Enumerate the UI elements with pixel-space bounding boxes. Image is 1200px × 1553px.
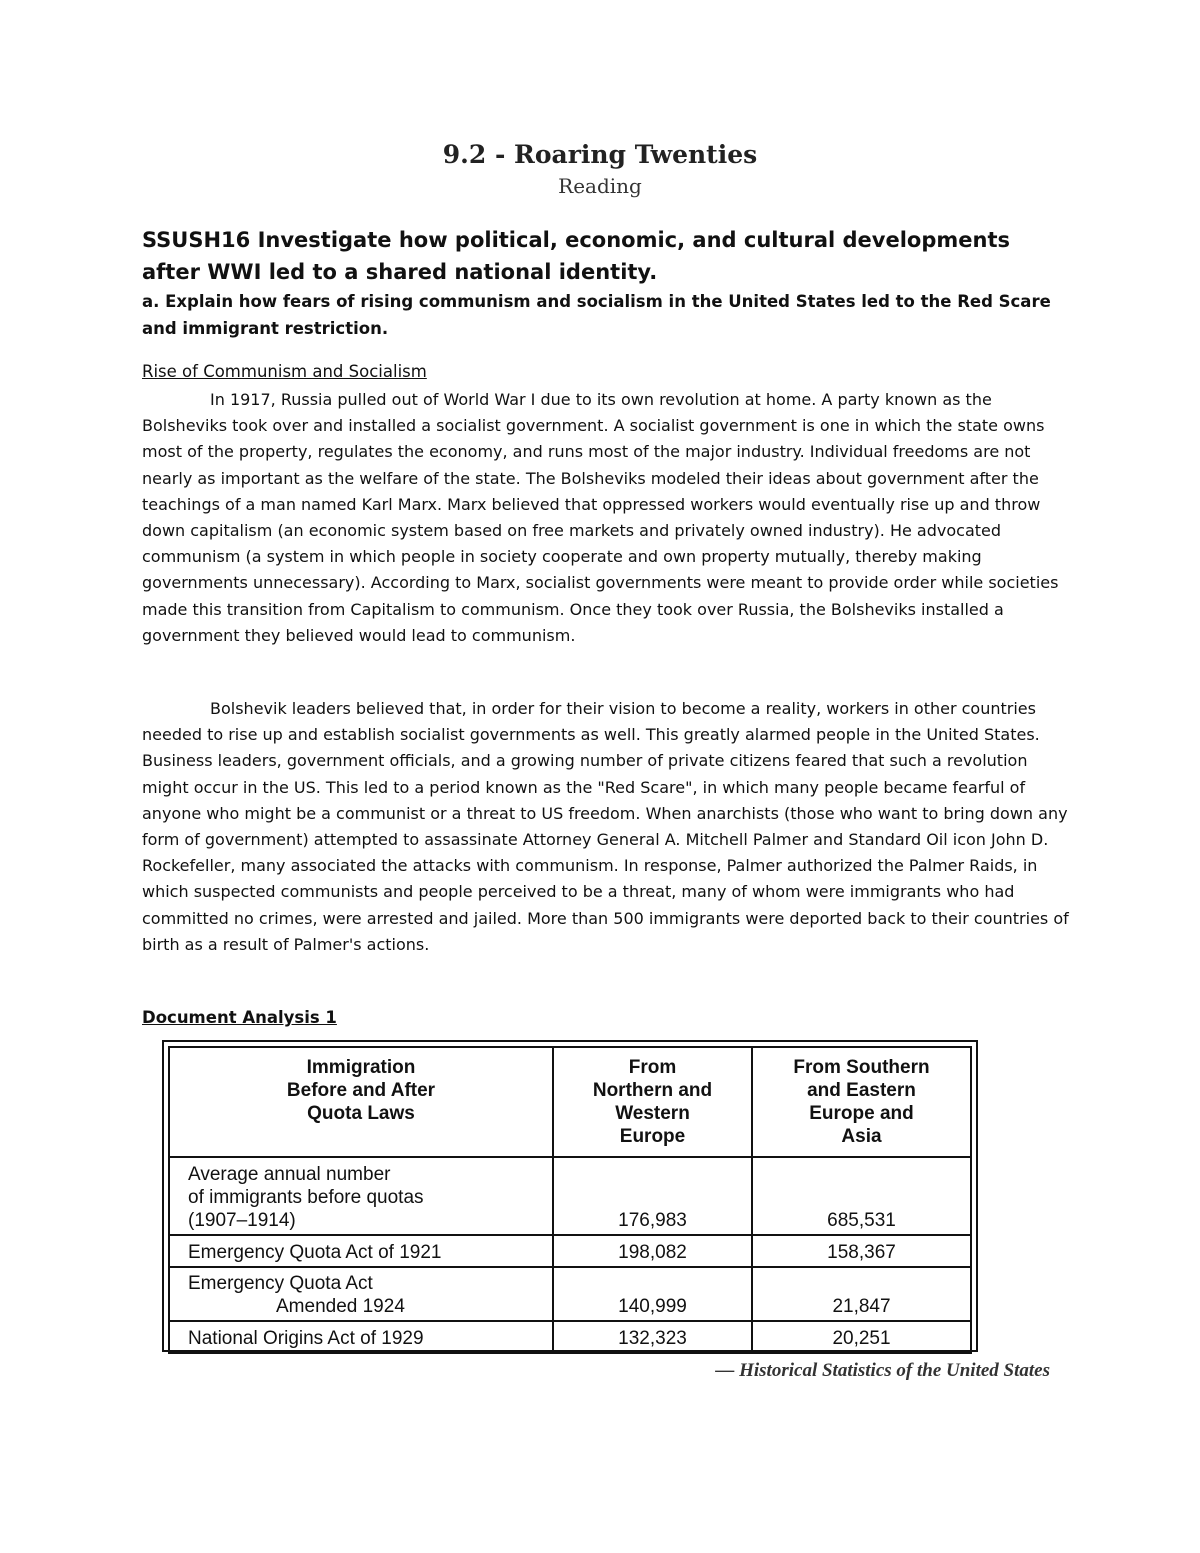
cell-south-east: 158,367 [752,1235,971,1267]
cell-north-west: 132,323 [553,1321,752,1353]
table-row [169,1157,971,1235]
row-label [169,1267,553,1321]
page-title: 9.2 - Roaring Twenties [442,140,758,169]
header-line: Quota Laws [307,1103,415,1124]
header-immigration [169,1047,553,1157]
header-line: Northern and [592,1080,713,1101]
header-line: Before and After [286,1080,436,1101]
immigration-table-frame [162,1040,978,1352]
header-line: From [628,1057,677,1078]
row-label [169,1157,553,1235]
table-header-row [169,1047,971,1157]
standard-text: SSUSH16 Investigate how political, economic, and cultural developments after WWI led to a shared national identity. [142,228,1010,284]
table-row [169,1235,971,1267]
immigration-table [168,1046,972,1354]
row-label-line: Average annual number [188,1164,391,1185]
row-label-line: Amended 1924 [276,1296,405,1317]
paragraph-1: In 1917, Russia pulled out of World War I due to its own revolution at home. A party known as the Bolsheviks took over and installed a socialist government. A socialist government is one in which the state owns most of the property, regulates the economy, and runs most of the major industry. Individual freedoms are not nearly as important as the welfare of the state. The Bolsheviks modeled their ideas about government after the teachings of a man named Karl Marx. Marx believed that oppressed workers would eventually rise up and throw down capitalism (an economic system based on free markets and privately owned industry). He advocated communism (a system in which people in society cooperate and own property mutually, thereby making governments unnecessary). According to Marx, socialist governments were meant to provide order while societies made this transition from Capitalism to communism. Once they took over Russia, the Bolsheviks installed a government they believed would lead to communism. [142,390,1059,645]
cell-south-east: 21,847 [752,1267,971,1321]
table-row [169,1267,971,1321]
header-south-east [752,1047,971,1157]
paragraph-2: Bolshevik leaders believed that, in order for their vision to become a reality, workers in other countries needed to rise up and establish socialist governments as well. This greatly alarmed people in the United States. Business leaders, government officials, and a growing number of private citizens feared that such a revolution might occur in the US. This led to a period known as the "Red Scare", in which many people became fearful of anyone who might be a communist or a threat to US freedom. When anarchists (those who want to bring down any form of government) attempted to assassinate Attorney General A. Mitchell Palmer and Standard Oil icon John D. Rockefeller, many associated the attacks with communism. In response, Palmer authorized the Palmer Raids, in which suspected communists and people perceived to be a threat, many of whom were immigrants who had committed no crimes, were arrested and jailed. More than 500 immigrants were deported back to their countries of birth as a result of Palmer's actions. [142,699,1069,954]
element-text: a. Explain how fears of rising communism and socialism in the United States led to the Red Scare and immigrant restriction. [142,292,1051,338]
table-row [169,1321,971,1353]
header-line: and Eastern [807,1080,916,1101]
page-subtitle: Reading [558,174,642,198]
header-north-west [553,1047,752,1157]
header-line: Asia [841,1126,882,1147]
cell-north-west: 140,999 [553,1267,752,1321]
header-line: From Southern [793,1057,930,1078]
cell-south-east: 20,251 [752,1321,971,1353]
header-line: Europe [619,1126,686,1147]
header-line: Immigration [306,1057,416,1078]
header-line: Western [615,1103,690,1124]
row-label-line: of immigrants before quotas [188,1187,424,1208]
section-heading-communism: Rise of Communism and Socialism [142,362,427,381]
row-label-line: (1907–1914) [188,1210,296,1231]
cell-north-west: 176,983 [553,1157,752,1235]
row-label: Emergency Quota Act of 1921 [169,1235,553,1267]
header-line: Europe and [809,1103,914,1124]
cell-south-east: 685,531 [752,1157,971,1235]
table-source: — Historical Statistics of the United States [715,1360,1050,1381]
row-label-line: Emergency Quota Act [188,1273,373,1294]
row-label: National Origins Act of 1929 [169,1321,553,1353]
section-heading-document-analysis: Document Analysis 1 [142,1008,337,1027]
cell-north-west: 198,082 [553,1235,752,1267]
